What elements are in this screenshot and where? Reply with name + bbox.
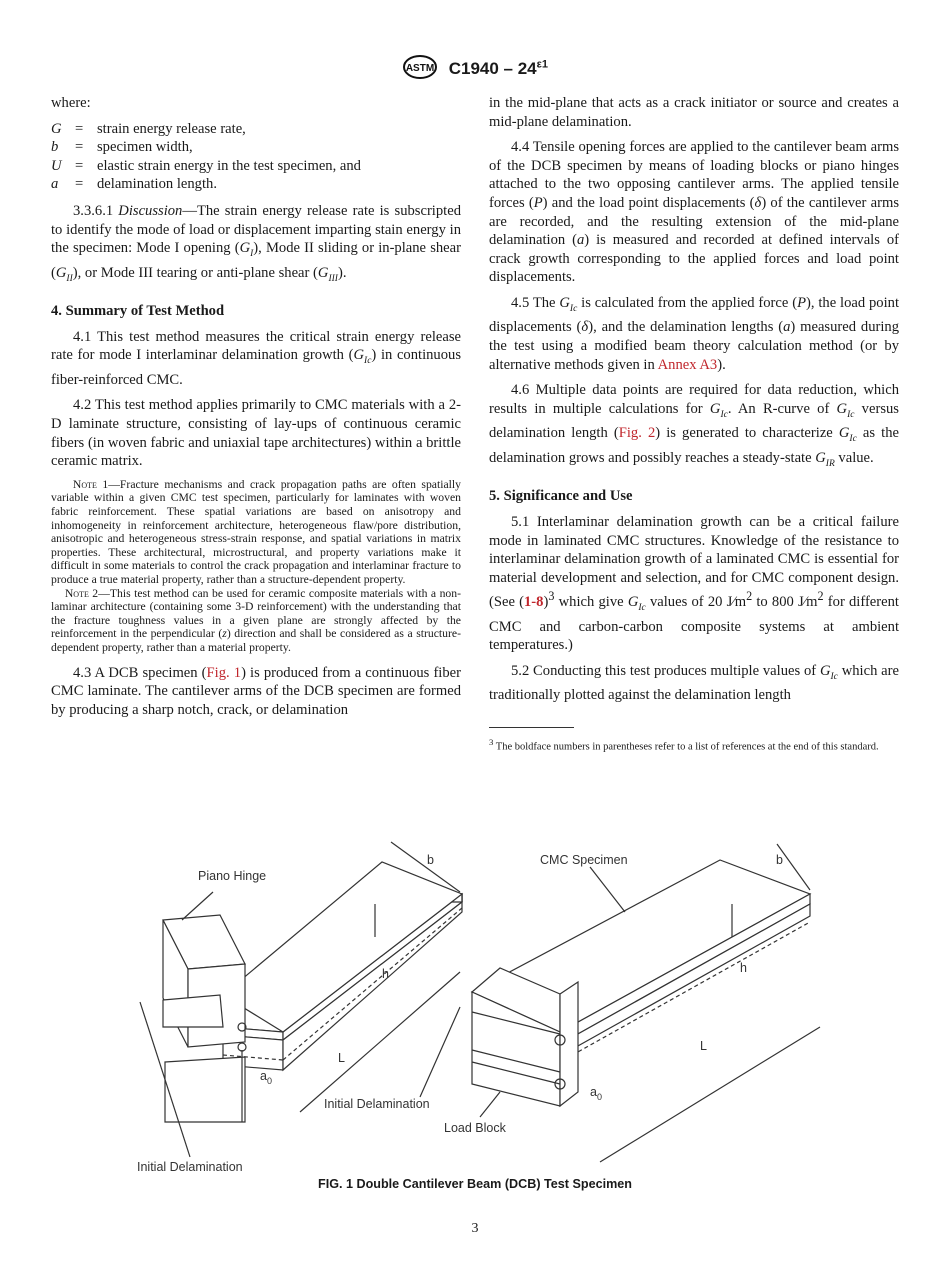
section-4-heading: 4. Summary of Test Method bbox=[51, 303, 225, 320]
label-cmc-specimen: CMC Specimen bbox=[540, 853, 628, 867]
label-L-left: L bbox=[338, 1051, 345, 1065]
annex-a3-link[interactable]: Annex A3 bbox=[657, 356, 718, 373]
dim-L-right bbox=[600, 1027, 820, 1162]
fig-2-link[interactable]: Fig. 2 bbox=[618, 425, 656, 442]
paragraph-5-2: 5.2 Conducting this test produces multiple values of $G_{Ic}$ which are traditionally plotted against the delamination length bbox=[489, 662, 899, 704]
definition-item: a = delamination length. bbox=[51, 176, 217, 193]
page-header bbox=[0, 54, 950, 85]
paragraph-4-5: 4.5 The $G_{Ic}$ is calculated from the applied force (P), the load point displacements (δ), and the delamination lengths (a) measured during the test using a modified beam theory calculation method (or by alternative methods given in Annex A3). bbox=[489, 294, 899, 373]
left-specimen-drawing bbox=[163, 862, 462, 1122]
paragraph-4-6: 4.6 Multiple data points are required for data reduction, which results in multiple calculations for $G_{Ic}$. An R-curve of $G_{Ic}$ versus delamination length (Fig. 2) is generated to characterize $G_{Ic}$ as the delamination grows and possibly reaches a steady-state $G_{IR}$ value. bbox=[489, 382, 899, 469]
label-L-right: L bbox=[700, 1039, 707, 1053]
svg-text:ASTM: ASTM bbox=[405, 63, 435, 74]
definition-item: U = elastic strain energy in the test specimen, and bbox=[51, 157, 361, 174]
paragraph-3-3-6-1: 3.3.6.1 Discussion—The strain energy release rate is subscripted to identify the mode of load or displacement imparting stain energy in the specimen: Mode I opening $(G_I)$, Mode II sliding or in-plane shear $(G_{II})$, or Mode III tearing or anti-plane shear $(G_{III})$. bbox=[51, 202, 461, 284]
label-initial-delamination-center: Initial Delamination bbox=[324, 1097, 430, 1111]
label-load-block: Load Block bbox=[444, 1121, 506, 1135]
where-label: where: bbox=[51, 95, 91, 111]
paragraph-4-4: 4.4 Tensile opening forces are applied to the cantilever beam arms of the DCB specimen by means of loading blocks or piano hinges attached to the two opposing cantilever arms. The applied tensile forces (P) and the load point displacements (δ) of the cantilever arms are recorded, and the resulting extension of the mid-plane delamination (a) is measured and recorded at defined intervals of crack growth corresponding to the applied forces and load point displacements. bbox=[489, 139, 900, 286]
paragraph-4-3: 4.3 A DCB specimen (Fig. 1) is produced from a continuous fiber CMC laminate. The cantilever arms of the DCB specimen are formed by producing a sharp notch, crack, or delamination bbox=[51, 664, 461, 718]
label-h-right: h bbox=[740, 961, 747, 975]
label-a0-right: $a_0$ bbox=[590, 1085, 602, 1102]
label-h-left: h bbox=[382, 967, 389, 981]
definition-list bbox=[51, 120, 461, 194]
label-b-left: b bbox=[427, 853, 434, 867]
definition-item: G = strain energy release rate, bbox=[51, 120, 246, 137]
astm-logo-icon bbox=[402, 54, 438, 85]
standard-designation: C1940 – 24 bbox=[448, 58, 537, 78]
note-2: Note 2—This test method can be used for ceramic composite materials with a non-laminar architecture (containing some 3-D reinforcement) with the understanding that the fracture toughness values in a given plane are strongly affected by the reinforcement in the perpendicular (z) direction and shall be considered as a structure-dependent property, rather than a material property. bbox=[51, 586, 461, 654]
paragraph-5-1: 5.1 Interlaminar delamination growth can be a critical failure mode in laminated CMC structures. Knowledge of the resistance to interlaminar delamination growth of a laminated CMC is essential for material development and selection, and for CMC component design. (See $(1-8)^3$ which give $G_{Ic}$ values of 20 $J⁄m^2$ to 800 $J⁄m^2$ for different CMC and carbon-carbon composite systems at ambient temperatures.) bbox=[489, 513, 899, 654]
paragraph-4-2: 4.2 This test method applies primarily to CMC materials with a 2-D laminate structure, consisting of lay-ups of continuous ceramic fibers (in woven fabric and uniaxial tape architectures) within a brittle ceramic matrix. bbox=[51, 397, 461, 470]
footnote-3: $^3$ The boldface numbers in parentheses refer to a list of references at the end of this standard. bbox=[489, 736, 879, 753]
label-a0-left: $a_0$ bbox=[260, 1069, 272, 1086]
label-initial-delamination-bottom: Initial Delamination bbox=[137, 1160, 243, 1174]
footnote-divider bbox=[489, 727, 574, 728]
right-column bbox=[489, 94, 899, 761]
designation-superscript: ε1 bbox=[536, 58, 548, 71]
paragraph-4-3-continued: in the mid-plane that acts as a crack initiator or source and creates a mid-plane delamination. bbox=[489, 95, 899, 130]
left-column bbox=[51, 94, 461, 726]
fig-1-link[interactable]: Fig. 1 bbox=[206, 664, 242, 681]
label-piano-hinge: Piano Hinge bbox=[198, 869, 267, 883]
dcb-diagram bbox=[120, 822, 900, 1182]
footnote-3-marker: 3 bbox=[548, 589, 555, 604]
label-b-right: b bbox=[776, 853, 783, 867]
paragraph-4-1: 4.1 This test method measures the critical strain energy release rate for mode I interlaminar delamination growth $(G_{Ic})$ in continuous fiber-reinforced CMC. bbox=[51, 328, 461, 388]
definition-item: b = specimen width, bbox=[51, 139, 193, 156]
section-5-heading: 5. Significance and Use bbox=[489, 488, 633, 505]
references-1-8-link[interactable]: 1-8 bbox=[524, 594, 544, 611]
figure-1-dcb-specimen bbox=[120, 822, 900, 1182]
figure-1-caption: FIG. 1 Double Cantilever Beam (DCB) Test Specimen bbox=[318, 1177, 632, 1191]
page-number: 3 bbox=[471, 1221, 479, 1236]
note-1: Note 1—Fracture mechanisms and crack propagation paths are often spatially variable within a given CMC test specimen, particularly for laminates with woven fabric reinforcement. These spatial variations are based on anisotropy and inhomogeneity in reinforcement architecture, heterogeneous flaw/pore distribution, anisotropic and heterogeneous stress-strain response, and spatial variations in matrix properties. These architectural, microstructural, and property variations make it difficult in some materials to control the crack propagation and interlaminar fracture to produce a true material property, rather than a structure-dependent property. bbox=[51, 477, 462, 586]
right-specimen-drawing bbox=[472, 860, 810, 1106]
